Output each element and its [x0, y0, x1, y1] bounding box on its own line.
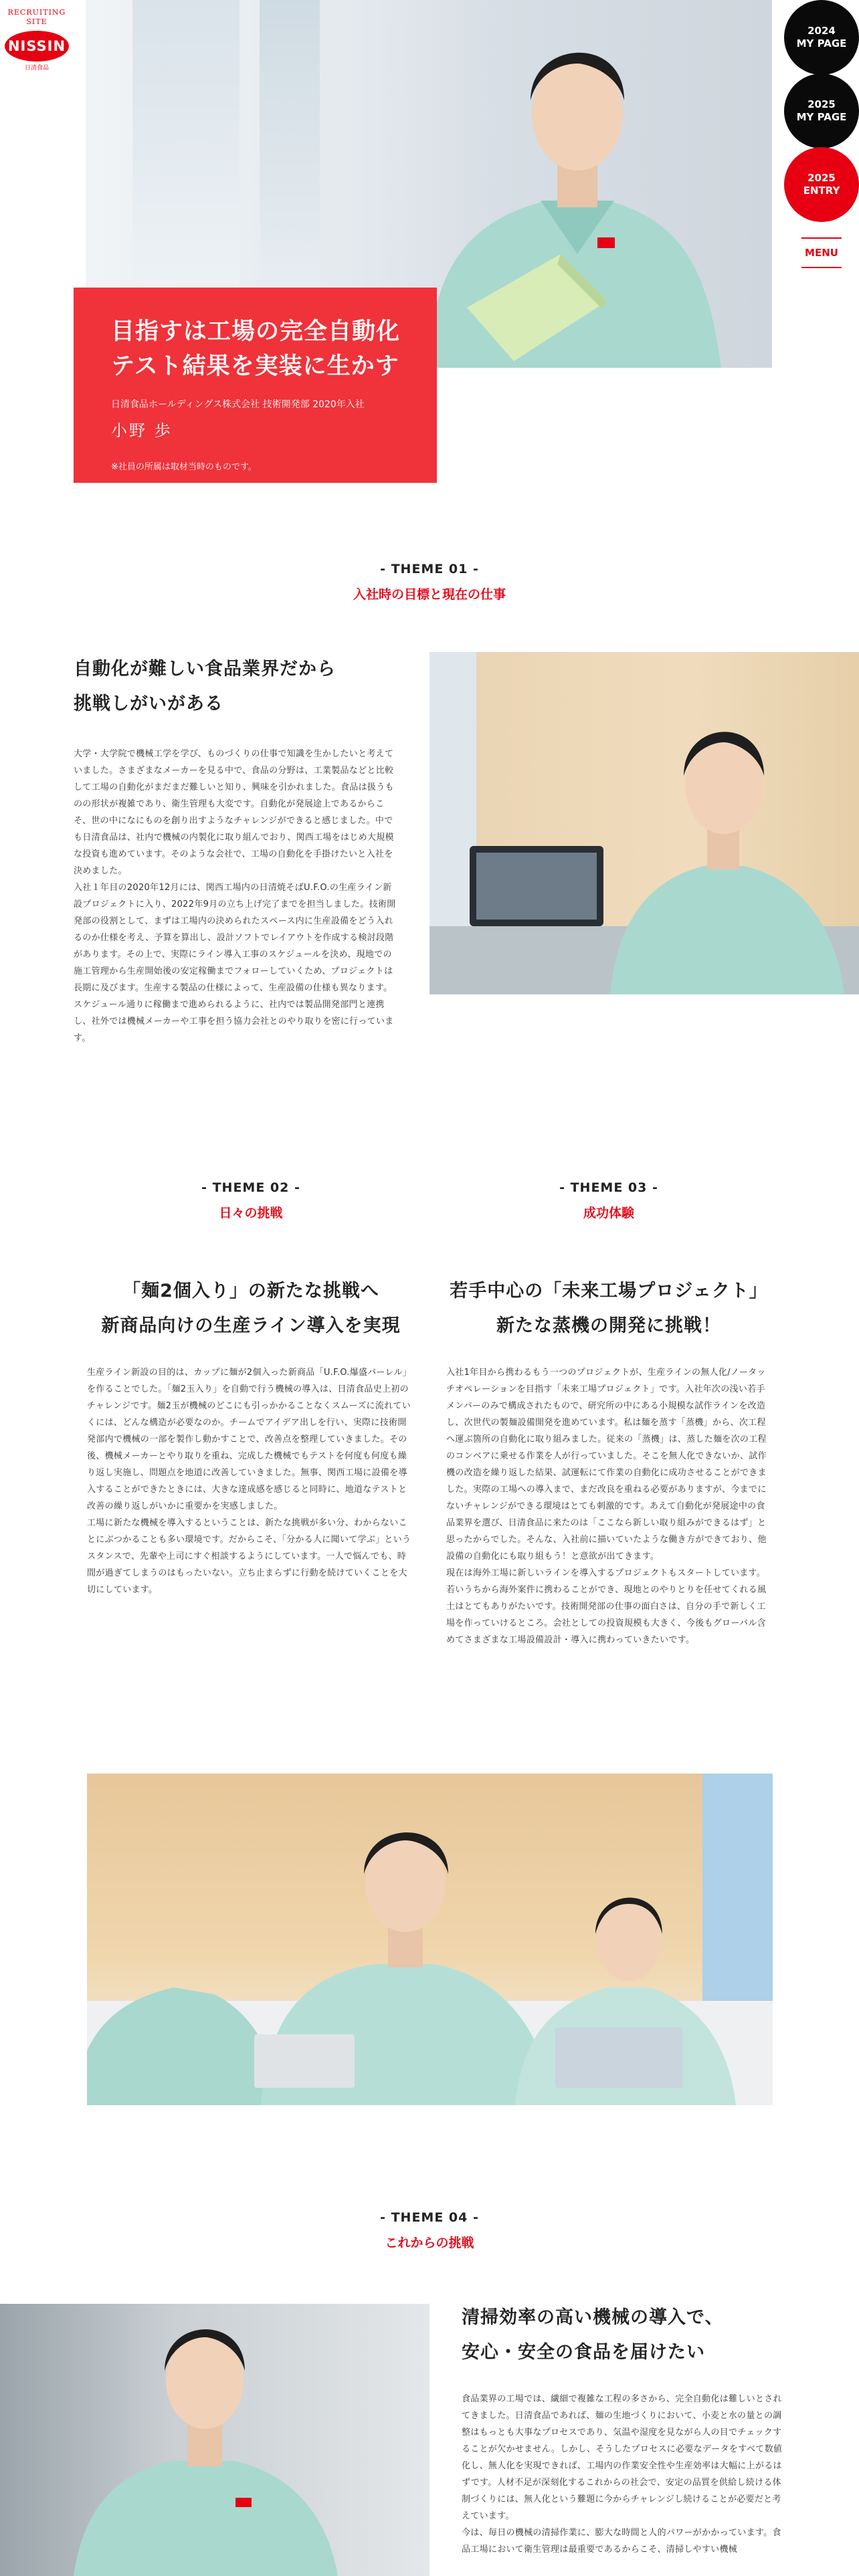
mypage-2025-label: MY PAGE [796, 111, 847, 123]
mypage-2025-year: 2025 [807, 98, 836, 110]
theme03-label: - THEME 03 - [559, 1180, 658, 1195]
menu-label: MENU [805, 247, 838, 259]
theme03-title: 成功体験 [583, 1206, 634, 1220]
entry-2025-button[interactable] [784, 147, 859, 222]
theme04-title: これからの挑戦 [385, 2236, 474, 2250]
hero-worker-illustration [387, 0, 772, 368]
theme04-section-heading: 清掃効率の高い機械の導入で、 安心・安全の食品を届けたい [462, 2307, 724, 2363]
menu-line-top [801, 237, 842, 239]
theme01-label: - THEME 01 - [380, 562, 479, 576]
team-photo [87, 1774, 773, 2105]
menu-line-bottom [801, 267, 842, 268]
logo-recruiting-text: RECRUITING SITE [7, 8, 66, 26]
theme02-label: - THEME 02 - [201, 1180, 300, 1195]
theme01-heading [0, 562, 859, 603]
theme03-body: 入社1年目から携わるもう一つのプロジェクトが、生産ラインの無人化/ノータッチオペレーションを目指す「未来工場プロジェクト」です。入社年次の浅い若手メンバーのみで構成されたもので、研究所の中にある小規模な試作ラインを改造し、次世代の製麺設備開発を進めています。私は麺を蒸す「蒸機」から、次工程へ運ぶ箇所の自動化に取り組みました。従来の「蒸機」は、蒸した麺を次の工程のコンベアに乗せる作業を人が行っていました。そこを無人化できないか、試作機の改造を繰り返した結果、試運転にて作業の自動化に成功させることができました。実際の工場への導入まで、まだ改良を重ねる必要がありますが、今までにないチャレンジができる環境はとても刺激的です。あえて自動化が発展途中の食品業界を選び、日清食品に来たのは「ここなら新しい取り組みができるはず」と思ったからでした。そんな、入社前に描いていたような働き方ができており、他設備の自動化にも取り組もう！と意欲が出てきます。 現在は海外工場に新しいラインを導入するプロジェクトもスタートしています。若いうちから海外案件に携わることができ、現地とのやりとりを任せてくれる風土はとてもありがたいです。技術開発部の仕事の面白さは、自分の手で新しく工場を作っていけるところ。会社としての投資規模も大きく、今後もグローバル含めてさまざまな工場設備設計・導入に携わっていきたいです。 [446, 1368, 767, 1645]
theme01-body: 大学・大学院で機械工学を学び、ものづくりの仕事で知識を生かしたいと考えていました。さまざまなメーカーを見る中で、食品の分野は、工業製品などと比較して工場の自動化がまだまだ難しいと知り、興味を引かれました。食品は扱うものの形状が複雑であり、衛生管理も大変です。自動化が発展途上であるからこそ、世の中になにものを創り出すようなチャレンジができると感じました。中でも日清食品は、社内で機械の内製化に取り組んでおり、関西工場をはじめ大規模な投資も進めています。そのような会社で、工場の自動化を手掛けたいと入社を決めました。 入社１年目の2020年12月には、関西工場内の日清焼そばU.F.O.の生産ライン新設プロジェクトに入り、2022年9月の立ち上げ完了までを担当しました。技術開発部の役割として、まずは工場内の決められたスペース内に生産設備をどう入れるのか仕様を考え、予算を算出し、設計ソフトでレイアウトを作成する検討段階があります。その上で、実際にライン導入工事のスケジュールを決め、現地での施工管理から生産開始後の安定稼働までフォローしていくため、プロジェクトは長期に及びます。生産する製品の仕様によって、生産設備の仕様も異なります。スケジュール通りに稼働まで進められるように、社内では製品開発部門と連携し、社外では機械メーカーや工事を担う協力会社とのやり取りを密に行っています。 [74, 749, 396, 1043]
theme03-section-heading: 若手中心の「未来工場プロジェクト」 新たな蒸機の開発に挑戦！ [450, 1281, 768, 1336]
theme01-section-heading: 自動化が難しい食品業界だから 挑戦しがいがある [74, 659, 336, 714]
theme02-section-heading: 「麺2個入り」の新たな挑戦へ 新商品向けの生産ライン導入を実現 [101, 1281, 401, 1336]
theme04-heading [0, 2210, 859, 2251]
theme04-body: 食品業界の工場では、繊細で複雑な工程の多さから、完全自動化は難しいとされてきました。日清食品であれば、麺の生地づくりにおいて、小麦と水の量との調整はもっとも大事なプロセスであり、気温や湿度を見ながら人の目でチェックすることが欠かせません。しかし、そうしたプロセスに必要なデータをすべて数値化し、無人化を実現できれば、工場内の作業安全性や生産効率は大幅に上がるはずです。人材不足が深刻化するこれからの社会で、安定の品質を供給し続ける体制づくりには、無人化という難題に今からチャレンジし続けることが必要だと考えています。 今は、毎日の機械の清掃作業に、膨大な時間と人的パワーがかかっています。食品工場において衛生管理は最重要であるからこそ、清掃しやすい機械 [462, 2394, 783, 2555]
theme03-heading [432, 1180, 786, 1221]
hero-title: 目指すは工場の完全自動化 テスト結果を実装に生かす [111, 318, 401, 380]
theme01-photo [430, 652, 859, 994]
theme02-title: 日々の挑戦 [219, 1206, 283, 1220]
hero-note: ※社員の所属は取材当時のものです。 [111, 462, 257, 472]
hero-company: 日清食品ホールディングス株式会社 技術開発部 2020年入社 [111, 399, 365, 410]
logo-sub-text: 日清食品 [24, 65, 49, 72]
site-logo[interactable] [0, 0, 74, 80]
theme02-body: 生産ライン新設の目的は、カップに麺が2個入った新商品「U.F.O.爆盛バーレル」を作ることでした。「麺2玉入り」を自動で行う機械の導入は、日清食品史上初のチャレンジです。麺2玉が機械のどこにも引っかかることなくスムーズに流れていくには、どんな構造が必要なのか。チームでアイデア出しを行い、実際に技術開発部内で機械の一部を製作し動かすことで、改善点を整理していきました。その後、機械メーカーとやり取りを重ね、完成した機械でもテストを何度も何度も繰り返し実施し、問題点を地道に改善していきました。無事、関西工場に設備を導入することができたときには、大きな達成感を感じると同時に、地道なテストと改善の繰り返しがいかに重要かを実感しました。 工場に新たな機械を導入するということは、新たな挑戦が多い分、わからないことにぶつかることも多い環境です。だからこそ、「分かる人に聞いて学ぶ」というスタンスで、先輩や上司にすぐ相談するようにしています。一人で悩んでも、時間が過ぎてしまうのはもったいない。立ち止まらずに行動を続けていくことを大切にしています。 [87, 1368, 412, 1595]
theme04-photo [0, 2304, 430, 2576]
mypage-2024-button[interactable] [784, 0, 859, 75]
theme01-title: 入社時の目標と現在の仕事 [353, 587, 506, 602]
theme04-label: - THEME 04 - [380, 2210, 479, 2225]
mypage-2024-label: MY PAGE [796, 37, 847, 49]
entry-2025-year: 2025 [807, 172, 836, 184]
hero-card [74, 288, 437, 483]
mypage-2025-button[interactable] [784, 74, 859, 148]
hero-name: 小野 歩 [111, 421, 173, 440]
mypage-2024-year: 2024 [807, 25, 836, 37]
entry-2025-label: ENTRY [803, 185, 840, 197]
theme02-heading [74, 1180, 428, 1221]
nissin-logo-mark: NISSIN [5, 31, 69, 62]
menu-button[interactable] [801, 237, 842, 268]
